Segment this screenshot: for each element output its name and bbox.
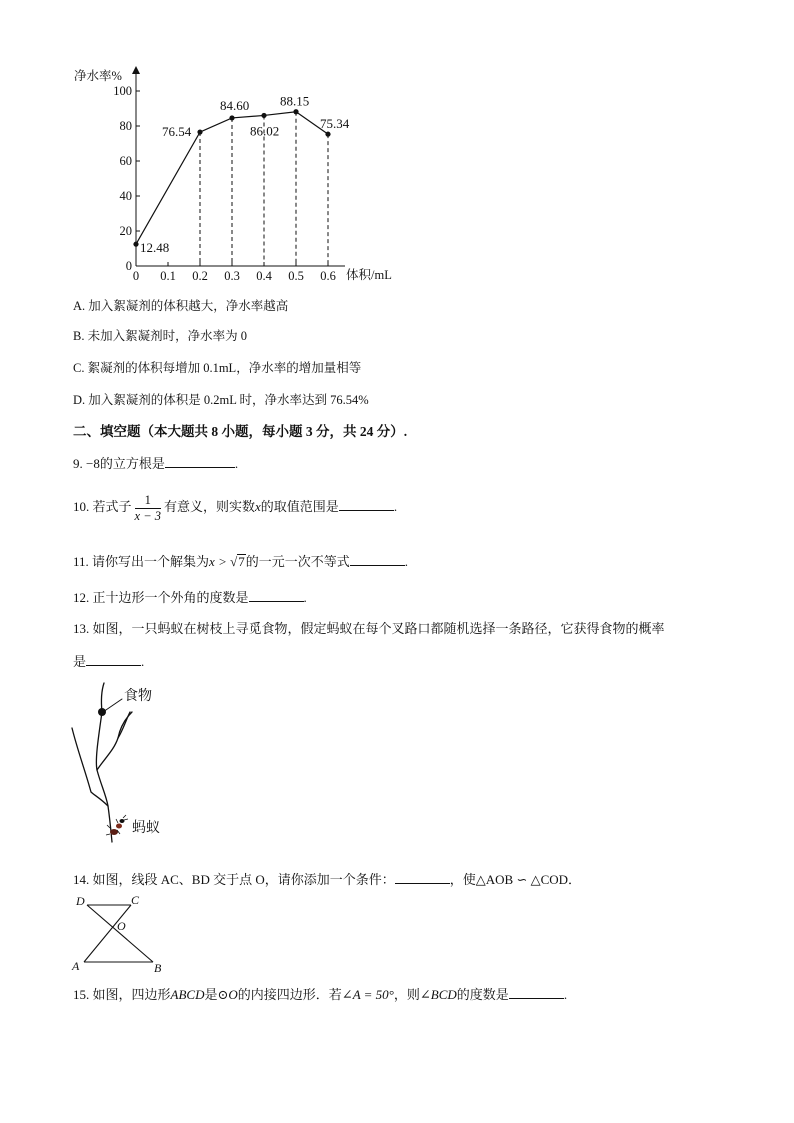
data-point xyxy=(133,242,138,247)
label-b: B xyxy=(154,961,162,975)
label-d: D xyxy=(76,894,85,908)
option-b: B. 未加入絮凝剂时，净水率为 0 xyxy=(73,329,247,343)
x-tick-label: 0.3 xyxy=(224,269,240,283)
q14-number: 14. xyxy=(73,872,90,887)
food-pointer xyxy=(103,699,122,712)
water-purification-chart xyxy=(70,62,410,284)
data-point xyxy=(261,113,266,118)
data-point xyxy=(293,109,298,114)
x-tick-label: 0.5 xyxy=(288,269,304,283)
option-c: C. 絮凝剂的体积每增加 0.1mL，净水率的增加量相等 xyxy=(73,361,362,375)
q11-sqrt: 7 xyxy=(238,554,245,569)
x-tick-label: 0.2 xyxy=(192,269,208,283)
ant-tree-figure xyxy=(66,680,176,850)
y-tick-label: 100 xyxy=(113,84,132,98)
y-axis-label: 净水率% xyxy=(74,69,122,83)
data-point xyxy=(325,132,330,137)
q10-answer-blank[interactable] xyxy=(339,498,394,511)
data-label: 76.54 xyxy=(162,124,192,140)
y-tick-label: 0 xyxy=(125,259,132,273)
label-a: A xyxy=(72,959,80,973)
option-a: A. 加入絮凝剂的体积越大，净水率越高 xyxy=(73,299,289,313)
triangles-figure xyxy=(68,892,170,976)
question-13: 13. 如图，一只蚂蚁在树枝上寻觅食物，假定蚂蚁在每个叉路口都随机选择一条路径，它获得食物的概率 xyxy=(73,621,665,636)
data-label: 75.34 xyxy=(320,116,350,132)
question-14: 14. 如图，线段 AC、BD 交于点 O，请你添加一个条件： ，使△AOB ∽ △COD． xyxy=(73,872,582,887)
q11-answer-blank[interactable] xyxy=(350,553,405,566)
trunk-top xyxy=(101,683,104,712)
option-d: D. 加入絮凝剂的体积是 0.2mL 时，净水率达到 76.54% xyxy=(73,393,369,407)
q13-number: 13. xyxy=(73,621,90,636)
food-label: 食物 xyxy=(124,689,152,704)
left-branch xyxy=(72,728,108,806)
data-label: 86.02 xyxy=(250,123,280,139)
question-15: 15. 如图，四边形ABCD是⊙O的内接四边形．若∠A = 50°，则∠BCD的度数是 . xyxy=(73,987,568,1002)
x-tick-label: 0.4 xyxy=(256,269,272,283)
x-tick-label: 0 xyxy=(132,269,140,283)
q9-text: 的立方根是 xyxy=(99,456,165,471)
q10-number: 10. xyxy=(73,499,90,514)
x-tick-label: 0.1 xyxy=(160,269,176,283)
y-tick-label: 60 xyxy=(119,154,132,168)
y-tick-label: 20 xyxy=(119,224,132,238)
segment-bd xyxy=(87,905,153,962)
ant-label: 蚂蚁 xyxy=(132,821,160,836)
label-o: O xyxy=(117,919,126,933)
tree-trunk xyxy=(96,712,112,842)
food-dot xyxy=(98,708,106,716)
data-label: 88.15 xyxy=(280,93,310,109)
segment-ac xyxy=(84,905,131,962)
question-9: 9. −8的立方根是 . xyxy=(73,456,239,471)
q11-number: 11. xyxy=(73,554,89,569)
section-title: 二、填空题（本大题共 8 小题，每小题 3 分，共 24 分）. xyxy=(73,424,408,439)
q9-number: 9. xyxy=(73,456,83,471)
y-tick-label: 40 xyxy=(119,189,132,203)
q12-number: 12. xyxy=(73,590,90,605)
q9-neg8: −8 xyxy=(86,456,100,471)
right-sub-branch xyxy=(118,712,130,738)
question-10: 10. 若式子 $\frac{1}{x - 3}$ 有意义，则实数x的取值范围是 . xyxy=(73,492,398,523)
y-tick-label: 80 xyxy=(119,119,132,133)
q10-fraction: $\frac{1}{x - 3}$ xyxy=(134,492,161,523)
q14-answer-blank[interactable] xyxy=(395,871,450,884)
data-point xyxy=(197,129,202,134)
q13-answer-blank[interactable] xyxy=(86,653,141,666)
question-11: 11. 请你写出一个解集为x > √7的一元一次不等式 . xyxy=(73,554,408,569)
label-c: C xyxy=(131,893,140,907)
q12-answer-blank[interactable] xyxy=(249,589,304,602)
data-point xyxy=(229,115,234,120)
question-13-line2: 是 . xyxy=(73,654,145,669)
data-label: 84.60 xyxy=(220,97,250,113)
data-label: 12.48 xyxy=(140,240,170,256)
q15-answer-blank[interactable] xyxy=(509,986,564,999)
question-12: 12. 正十边形一个外角的度数是 . xyxy=(73,590,307,605)
q15-number: 15. xyxy=(73,987,90,1002)
x-tick-label: 0.6 xyxy=(320,269,336,283)
x-axis-label: 体积/mL xyxy=(346,268,392,282)
q9-answer-blank[interactable] xyxy=(165,455,235,468)
